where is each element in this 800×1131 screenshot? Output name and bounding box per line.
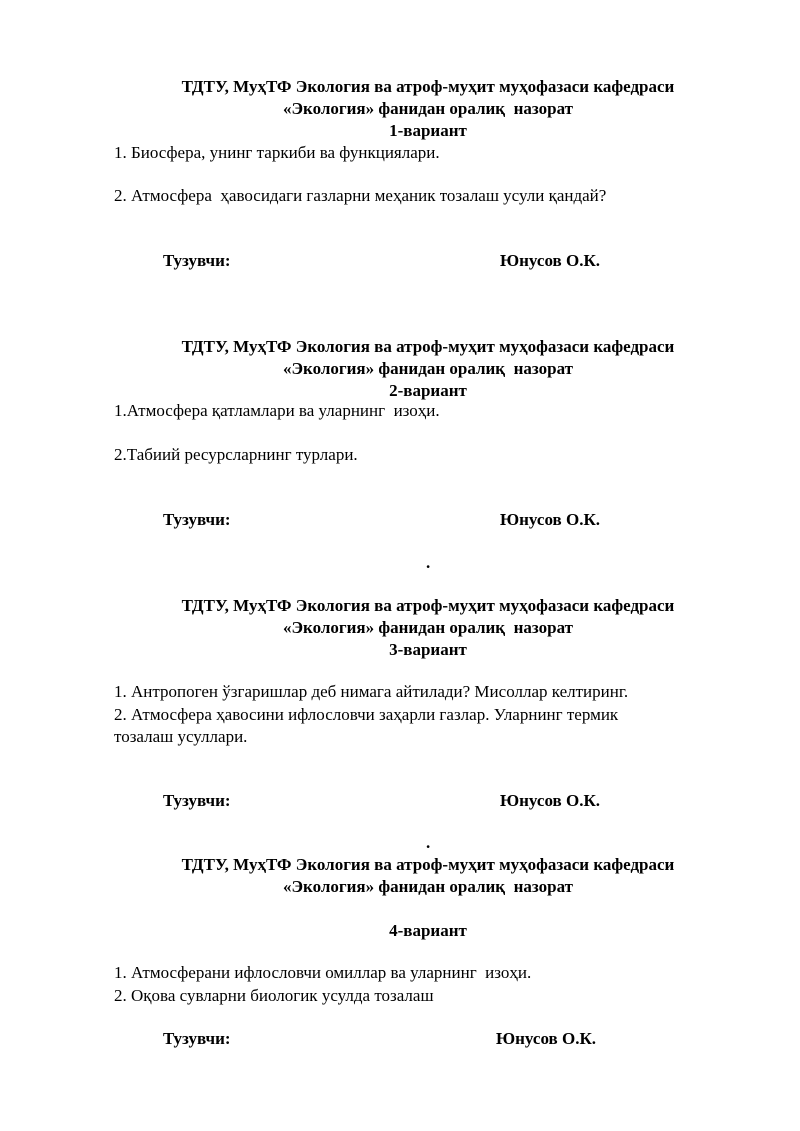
variant-3-trailing-dot: . bbox=[426, 833, 431, 852]
variant-4-header-line1: ТДТУ, МуҳТФ Экология ва атроф-муҳит муҳофазаси кафедраси bbox=[181, 855, 675, 874]
variant-3-header-line2: «Экология» фанидан оралиқ назорат bbox=[283, 618, 573, 637]
variant-2-question-1: 1.Атмосфера қатламлари ва уларнинг изоҳи. bbox=[114, 401, 440, 420]
variant-2-header-line1: ТДТУ, МуҳТФ Экология ва атроф-муҳит муҳофазаси кафедраси bbox=[181, 337, 675, 356]
variant-2-author-label: Тузувчи: bbox=[163, 510, 231, 529]
variant-3-question-1: 1. Антропоген ўзгаришлар деб нимага айтилади? Мисоллар келтиринг. bbox=[114, 682, 629, 701]
variant-4-question-1: 1. Атмосферани ифлословчи омиллар ва уларнинг изоҳи. bbox=[114, 963, 532, 982]
variant-1-header-line2: «Экология» фанидан оралиқ назорат bbox=[283, 99, 573, 118]
variant-3-header-line1: ТДТУ, МуҳТФ Экология ва атроф-муҳит муҳофазаси кафедраси bbox=[181, 596, 675, 615]
variant-4-title: 4-вариант bbox=[389, 921, 467, 940]
variant-2-title: 2-вариант bbox=[389, 381, 467, 400]
variant-4-author-label: Тузувчи: bbox=[163, 1029, 231, 1048]
variant-4-author-name: Юнусов О.К. bbox=[496, 1029, 597, 1048]
variant-3-author-name: Юнусов О.К. bbox=[500, 791, 601, 810]
variant-2-header-line2: «Экология» фанидан оралиқ назорат bbox=[283, 359, 573, 378]
variant-1-question-2: 2. Атмосфера ҳавосидаги газларни меҳаник тозалаш усули қандай? bbox=[114, 186, 607, 205]
variant-3-title: 3-вариант bbox=[389, 640, 467, 659]
variant-1-header-line1: ТДТУ, МуҳТФ Экология ва атроф-муҳит муҳофазаси кафедраси bbox=[181, 77, 675, 96]
variant-4-header-line2: «Экология» фанидан оралиқ назорат bbox=[283, 877, 573, 896]
variant-1-author-label: Тузувчи: bbox=[163, 251, 231, 270]
variant-2-question-2: 2.Табиий ресурсларнинг турлари. bbox=[114, 445, 358, 464]
variant-1-author-name: Юнусов О.К. bbox=[500, 251, 601, 270]
variant-3-question-2: 2. Атмосфера ҳавосини ифлословчи заҳарли газлар. Уларнинг термик bbox=[114, 705, 619, 724]
variant-4-question-2: 2. Оқова сувларни биологик усулда тозалаш bbox=[114, 986, 434, 1005]
variant-3-question-2-cont: тозалаш усуллари. bbox=[114, 727, 248, 746]
variant-2-author-name: Юнусов О.К. bbox=[500, 510, 601, 529]
variant-1-title: 1-вариант bbox=[389, 121, 467, 140]
variant-2-trailing-dot: . bbox=[426, 553, 431, 572]
variant-1-question-1: 1. Биосфера, унинг таркиби ва функциялари. bbox=[114, 143, 440, 162]
variant-3-author-label: Тузувчи: bbox=[163, 791, 231, 810]
